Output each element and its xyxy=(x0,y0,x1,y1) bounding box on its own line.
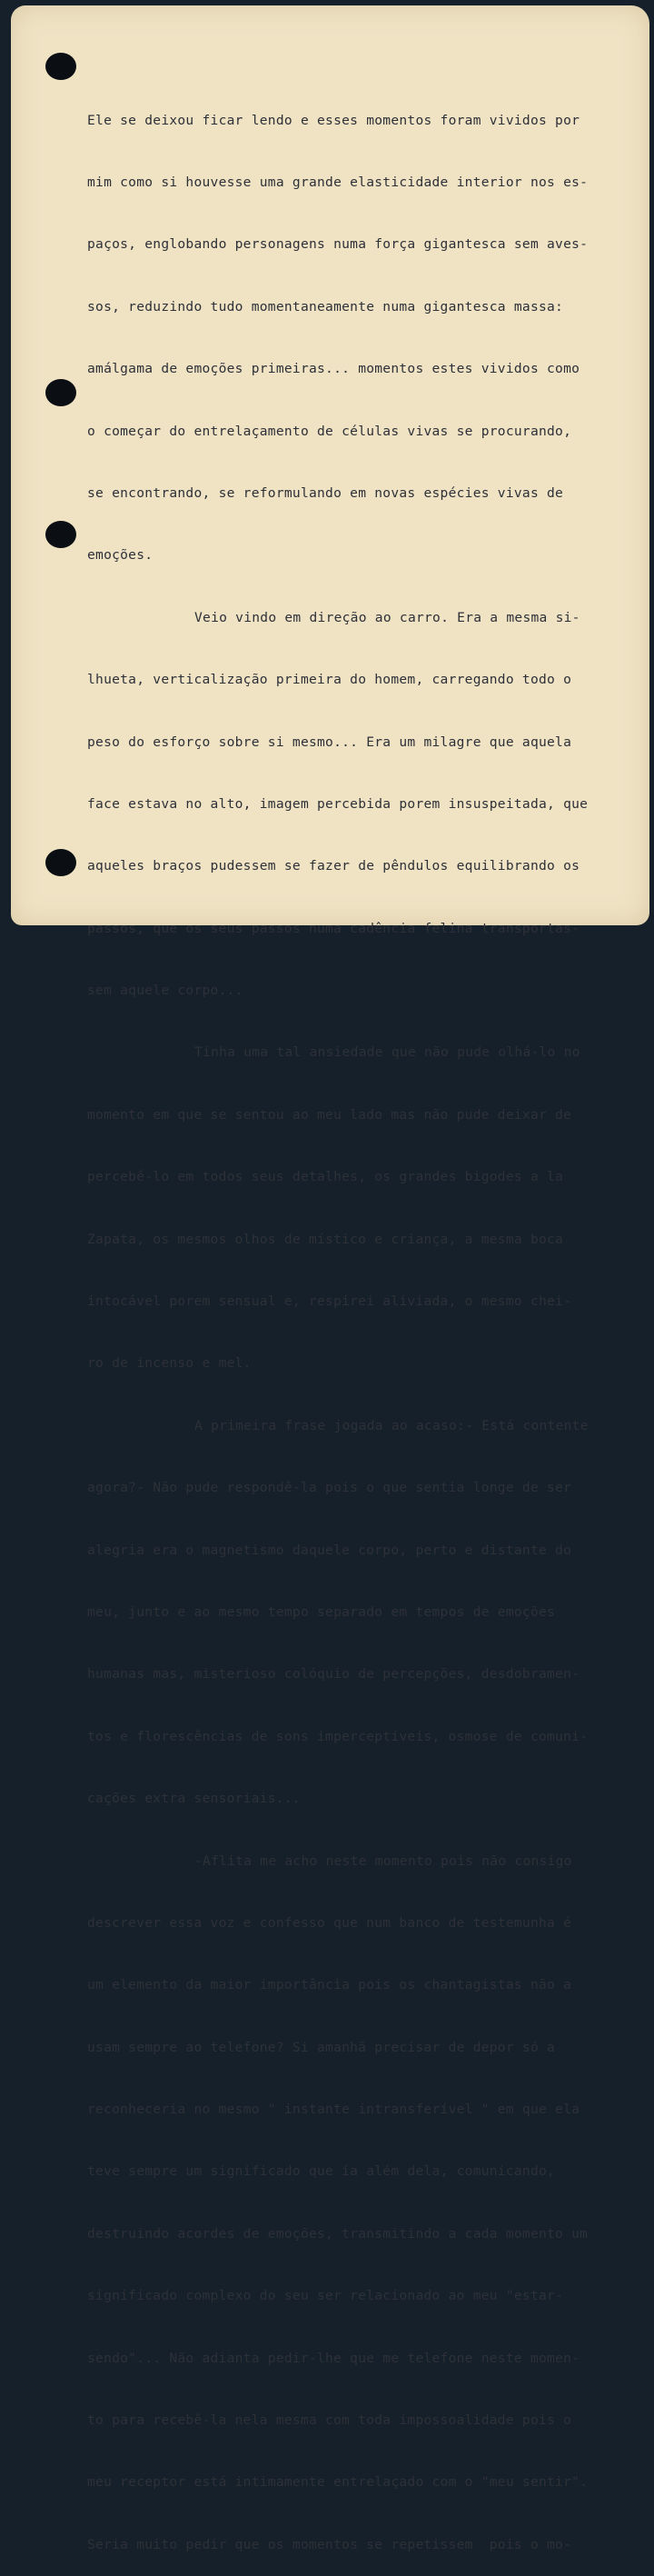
text-line: percebê-lo em todos seus detalhes, os grandes bigodes a la xyxy=(87,1169,564,1185)
paragraph-start-line: Veio vindo em direção ao carro. Era a mesma si- xyxy=(194,609,580,625)
text-line: cações extra sensoriais... xyxy=(87,1791,301,1807)
binder-hole xyxy=(45,849,76,876)
text-line: significado complexo do seu ser relacionado ao meu "estar- xyxy=(87,2288,564,2304)
text-line: amálgama de emoções primeiras... momentos estes vividos como xyxy=(87,361,580,377)
text-line: ro de incenso e mel. xyxy=(87,1355,252,1372)
text-line: o começar do entrelaçamento de células vivas se procurando, xyxy=(87,423,572,439)
text-line: peso do esforço sobre si mesmo... Era um milagre que aquela xyxy=(87,734,572,750)
text-line: destruindo acordes de emoções, transmitindo a cada momento um xyxy=(87,2225,589,2242)
text-line: Seria muito pedir que os momentos se repetissem pois o mo- xyxy=(87,2536,572,2552)
text-line: passos, que os seus passos numa cadência felina transportas- xyxy=(87,920,580,936)
text-line: Zapata, os mesmos olhos de místico e criança, a mesma boca xyxy=(87,1231,564,1247)
binder-hole xyxy=(45,379,76,406)
text-line: aqueles braços pudessem se fazer de pêndulos equilibrando os xyxy=(87,858,580,874)
text-line: teve sempre um significado que ía além dela, comunicando, xyxy=(87,2163,556,2180)
text-line: descrever essa voz e confesso que num banco de testemunha é xyxy=(87,1914,572,1931)
text-line: intocável porem sensual e, respirei aliviada, o mesmo chei- xyxy=(87,1293,572,1310)
text-line: to para recebê-la nela mesma com toda impossoalidade pois o xyxy=(87,2412,572,2429)
text-line: alegria era o magnetismo daquele corpo, perto e distante do xyxy=(87,1542,572,1558)
text-line: Ele se deixou ficar lendo e esses momentos foram vividos por xyxy=(87,112,580,128)
text-line: tos e florescências de sons imperceptíveis, osmose de comuni- xyxy=(87,1728,589,1744)
text-line: momento em que se sentou ao meu lado mas não pude deixar de xyxy=(87,1106,572,1123)
paragraph-start-line: Tinha uma tal ansiedade que não pude olhá-lo no xyxy=(194,1044,580,1061)
text-line: face estava no alto, imagem percebida porem insuspeitada, que xyxy=(87,795,589,812)
text-line: paços, englobando personagens numa força gigantesca sem aves- xyxy=(87,236,589,253)
text-line: se encontrando, se reformulando em novas espécies vivas de xyxy=(87,484,564,501)
text-line: emoções. xyxy=(87,547,154,564)
binder-hole xyxy=(45,521,76,548)
typewritten-text xyxy=(87,69,641,2576)
text-line: sendo"... Não adianta pedir-lhe que me telefone neste momen- xyxy=(87,2350,580,2366)
paragraph-start-line: -Aflita me acho neste momento pois não consigo xyxy=(194,1852,572,1869)
text-line: sem aquele corpo... xyxy=(87,983,243,999)
text-line: meu receptor está intimamente entrelaçado com o "meu sentir". xyxy=(87,2474,589,2491)
text-line: agora?- Não pude respondê-la pois o que sentia longe de ser xyxy=(87,1480,572,1496)
text-line: mim como si houvesse uma grande elasticidade interior nos es- xyxy=(87,174,589,190)
text-line: sos, reduzindo tudo momentaneamente numa gigantesca massa: xyxy=(87,298,564,315)
paragraph-start-line: A primeira frase jogada ao acaso:- Está contente xyxy=(194,1417,589,1433)
text-line: um elemento da maior importância pois os chantagistas não a xyxy=(87,1977,572,1993)
text-line: usam sempre ao telefone? Si amanhã precisar de depor só a xyxy=(87,2039,556,2055)
text-line: reconheceria no mesmo " instante intransferível " em que ela xyxy=(87,2102,580,2118)
binder-hole xyxy=(45,53,76,80)
text-line: meu, junto e ao mesmo tempo separado em tempos de emoções xyxy=(87,1603,556,1620)
text-line: humanas mas, misterioso colóquio de percepções, desdobramen- xyxy=(87,1666,580,1682)
text-line: lhueta, verticalização primeira do homem, carregando todo o xyxy=(87,672,572,688)
